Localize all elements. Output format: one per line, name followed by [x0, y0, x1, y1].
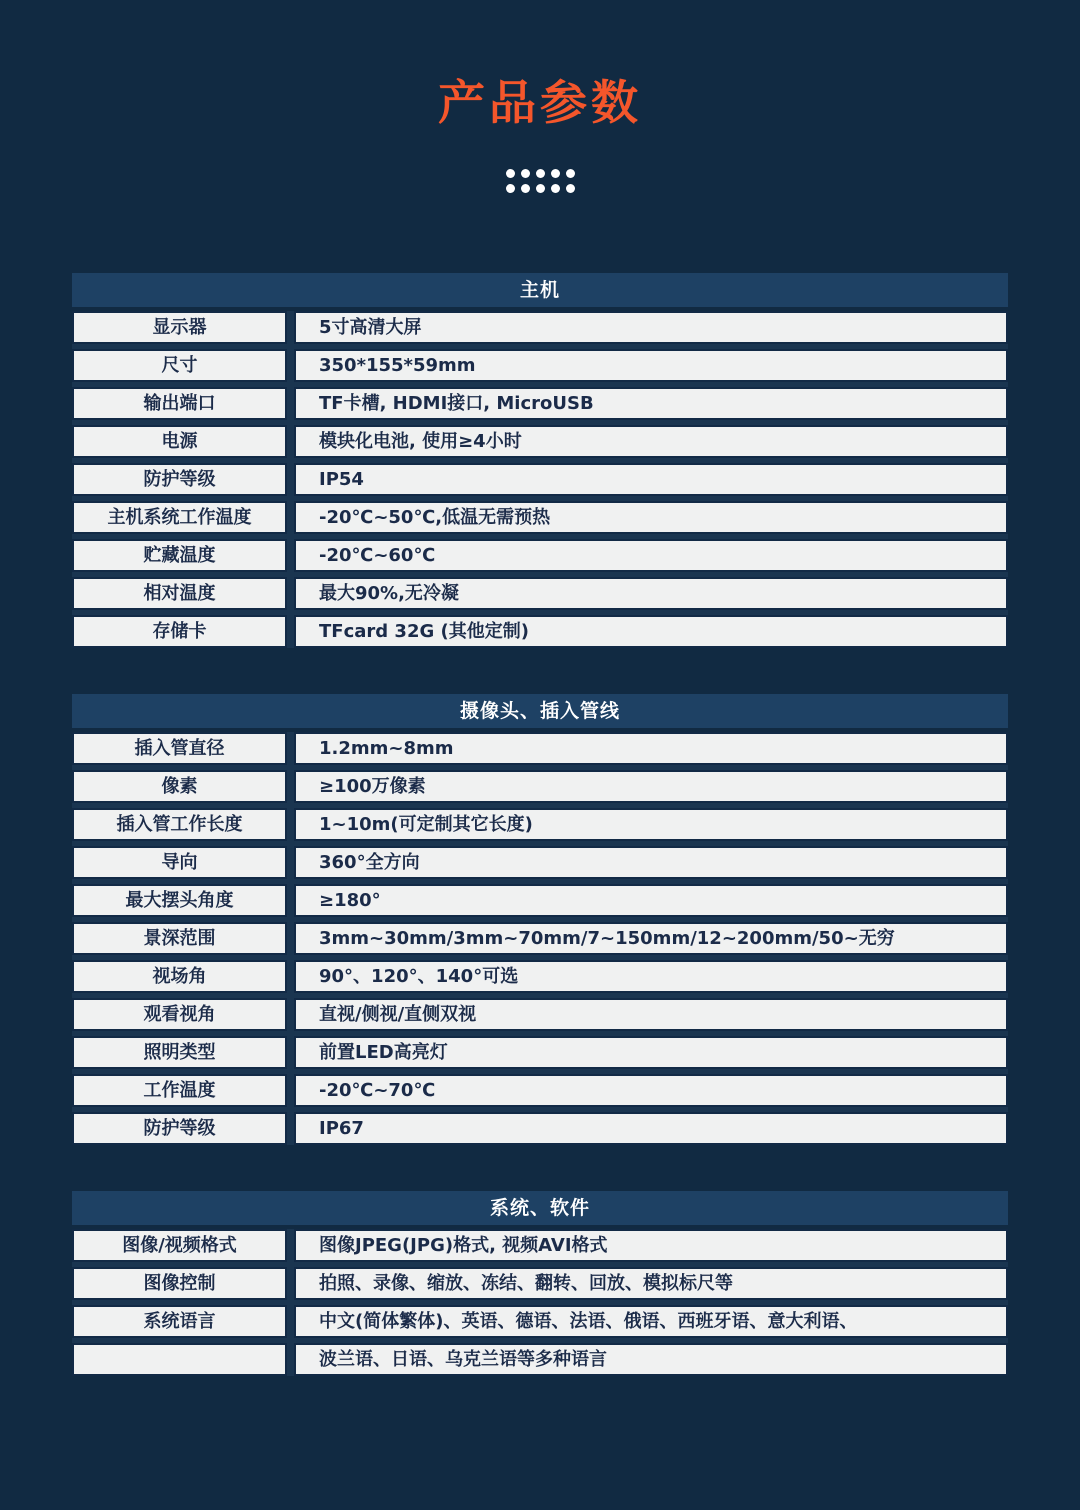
spec-table: [72, 694, 1008, 1145]
spec-label: 存储卡: [72, 615, 287, 648]
spec-label: 尺寸: [72, 349, 287, 382]
dot: [521, 184, 530, 193]
dot: [506, 169, 515, 178]
spec-value: 波兰语、日语、乌克兰语等多种语言: [294, 1343, 1008, 1376]
spec-value: -20℃~70℃: [294, 1074, 1008, 1107]
spec-value: 1.2mm~8mm: [294, 732, 1008, 765]
table-section-header: 摄像头、插入管线: [72, 694, 1008, 728]
spec-label: 照明类型: [72, 1036, 287, 1069]
dot: [566, 184, 575, 193]
spec-label: [72, 1343, 287, 1376]
table-section-header: 主机: [72, 273, 1008, 307]
spec-label: 最大摆头角度: [72, 884, 287, 917]
table-body: [72, 1229, 1008, 1376]
spec-value: 350*155*59mm: [294, 349, 1008, 382]
page-header: [0, 0, 1080, 193]
spec-label: 景深范围: [72, 922, 287, 955]
spec-label: 插入管直径: [72, 732, 287, 765]
dot: [536, 184, 545, 193]
spec-label: 观看视角: [72, 998, 287, 1031]
spec-value: 90°、120°、140°可选: [294, 960, 1008, 993]
spec-value: 图像JPEG(JPG)格式, 视频AVI格式: [294, 1229, 1008, 1262]
spec-label: 图像控制: [72, 1267, 287, 1300]
dot: [506, 184, 515, 193]
spec-label: 图像/视频格式: [72, 1229, 287, 1262]
table-body: [72, 311, 1008, 648]
table-section-header: 系统、软件: [72, 1191, 1008, 1225]
spec-label: 视场角: [72, 960, 287, 993]
spec-label: 主机系统工作温度: [72, 501, 287, 534]
spec-value: 最大90%,无冷凝: [294, 577, 1008, 610]
table-body: [72, 732, 1008, 1145]
spec-value: 3mm~30mm/3mm~70mm/7~150mm/12~200mm/50~无穷: [294, 922, 1008, 955]
spec-label: 输出端口: [72, 387, 287, 420]
spec-value: TFcard 32G (其他定制): [294, 615, 1008, 648]
spec-value: IP54: [294, 463, 1008, 496]
spec-value: TF卡槽, HDMI接口, MicroUSB: [294, 387, 1008, 420]
spec-table: [72, 1191, 1008, 1376]
spec-value: -20℃~60℃: [294, 539, 1008, 572]
spec-value: 中文(简体繁体)、英语、德语、法语、俄语、西班牙语、意大利语、: [294, 1305, 1008, 1338]
spec-value: 5寸高清大屏: [294, 311, 1008, 344]
dots-decoration: [506, 169, 575, 193]
dot: [551, 184, 560, 193]
spec-value: 直视/侧视/直侧双视: [294, 998, 1008, 1031]
spec-value: 模块化电池, 使用≥4小时: [294, 425, 1008, 458]
spec-label: 系统语言: [72, 1305, 287, 1338]
spec-value: 拍照、录像、缩放、冻结、翻转、回放、模拟标尺等: [294, 1267, 1008, 1300]
spec-label: 相对温度: [72, 577, 287, 610]
spec-label: 工作温度: [72, 1074, 287, 1107]
spec-value: 1~10m(可定制其它长度): [294, 808, 1008, 841]
spec-value: ≥100万像素: [294, 770, 1008, 803]
spec-table: [72, 273, 1008, 648]
spec-label: 导向: [72, 846, 287, 879]
spec-label: 防护等级: [72, 463, 287, 496]
dot: [566, 169, 575, 178]
spec-label: 插入管工作长度: [72, 808, 287, 841]
spec-value: 前置LED高亮灯: [294, 1036, 1008, 1069]
spec-label: 显示器: [72, 311, 287, 344]
spec-label: 防护等级: [72, 1112, 287, 1145]
spec-value: ≥180°: [294, 884, 1008, 917]
spec-label: 贮藏温度: [72, 539, 287, 572]
page-title: 产品参数: [438, 76, 642, 131]
dot: [521, 169, 530, 178]
dot: [551, 169, 560, 178]
dot: [536, 169, 545, 178]
spec-label: 电源: [72, 425, 287, 458]
spec-value: -20℃~50℃,低温无需预热: [294, 501, 1008, 534]
spec-value: 360°全方向: [294, 846, 1008, 879]
spec-value: IP67: [294, 1112, 1008, 1145]
spec-label: 像素: [72, 770, 287, 803]
spec-tables: [72, 273, 1008, 1376]
